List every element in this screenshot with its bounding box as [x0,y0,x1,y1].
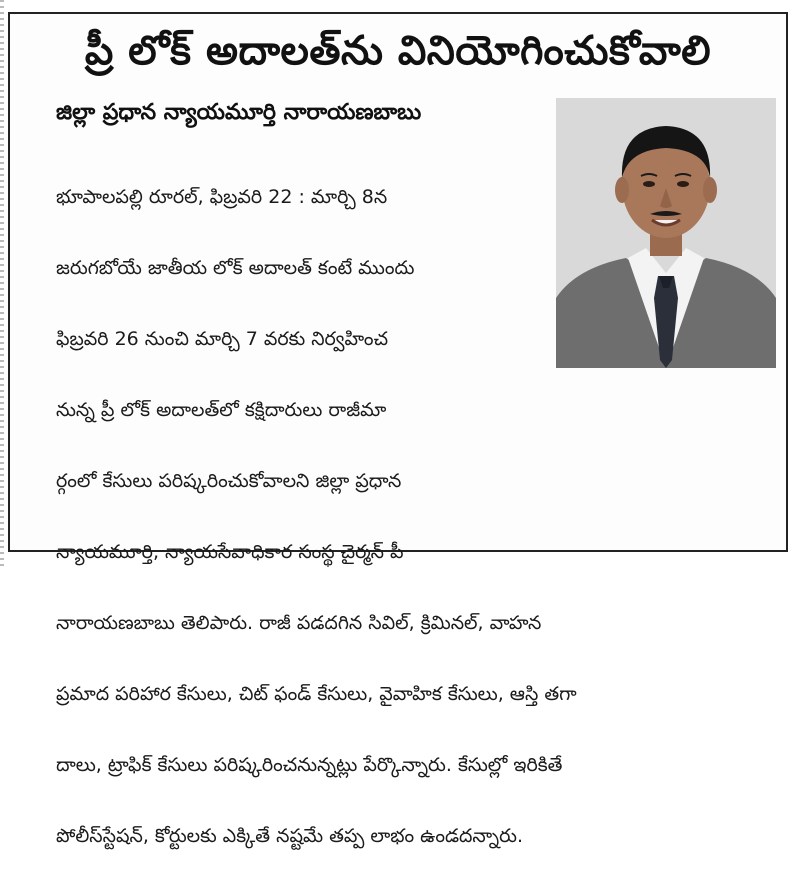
body-line: ప్రమాద పరిహార కేసులు, చిట్ ఫండ్ కేసులు, వైవాహిక కేసులు, ఆస్తి తగా [56,677,776,713]
article-body [56,144,776,890]
body-line: జరుగబోయే జాతీయ లోక్ అదాలత్ కంటే ముందు [56,251,776,287]
body-line: ఫిబ్రవరి 26 నుంచి మార్చి 7 వరకు నిర్వహించ [56,322,776,358]
body-line: భూపాలపల్లి రూరల్, ఫిబ్రవరి 22 : మార్చి 8న [56,180,776,216]
body-line: నున్న ప్రీ లోక్ అదాలత్‌లో కక్షిదారులు రాజీమా [56,393,776,429]
news-clipping [8,12,788,552]
body-line: ర్గంలో కేసులు పరిష్కరించుకోవాలని జిల్లా ప్రధాన [56,464,776,500]
body-line: దాలు, ట్రాఫిక్ కేసులు పరిష్కరించనున్నట్లు పేర్కొన్నారు. కేసుల్లో ఇరికితే [56,748,776,784]
headline: ప్రీ లోక్ అదాలత్‌ను వినియోగించుకోవాలి [10,24,786,78]
subheadline: జిల్లా ప్రధాన న్యాయమూర్తి నారాయణబాబు [56,98,421,128]
body-line: పోలీస్‌స్టేషన్, కోర్టులకు ఎక్కితే నష్టమే తప్ప లాభం ఉండదన్నారు. [56,819,776,855]
body-line: నారాయణబాబు తెలిపారు. రాజీ పడదగిన సివిల్, క్రిమినల్, వాహన [56,606,776,642]
margin-dotted-rule [0,0,4,566]
body-line: న్యాయమూర్తి, న్యాయసేవాధికార సంస్థ చైర్మన్ పీ [56,535,776,571]
